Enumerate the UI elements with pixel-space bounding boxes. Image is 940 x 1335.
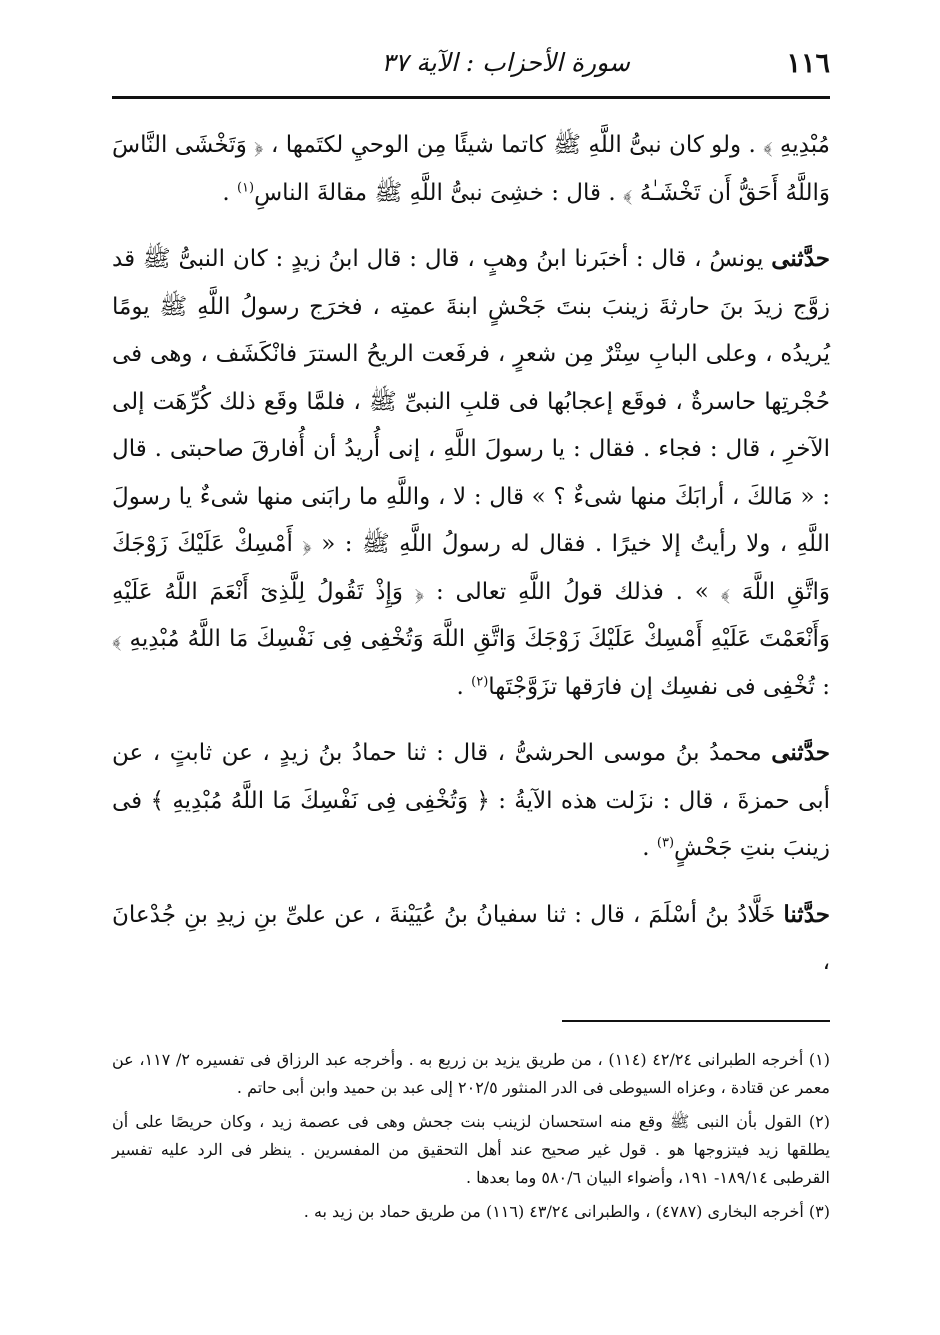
footnote-1: (١) أخرجه الطبرانى ٤٢/٢٤ (١١٤) ، من طريق يزيد بن زريع به . وأخرجه عبد الرزاق فى تفسيره ٢/ ١١٧، عن معمر عن قتادة ، وعزاه السيوطى فى الدر المنثور ٢٠٢/٥ إلى عبد بن حميد وابن أبى حاتم .	[112, 1050, 831, 1097]
paragraph-end: .	[642, 835, 657, 861]
paragraph-3	[112, 729, 830, 873]
paragraph-end: .	[222, 179, 237, 206]
footnote-ref-1: (١)	[236, 179, 255, 195]
narration-lead: حدَّثنى	[771, 739, 830, 766]
paragraph-text: يونسُ ، قال : أخبَرنا ابنُ وهبٍ ، قال : قال ابنُ زيدٍ : كان النبىُّ ﷺ قد زوَّج زيدَ بنَ حارثةَ زينبَ بنتَ جَحْشٍ ابنةَ عمتِه ، فخرَج رسولُ اللَّهِ ﷺ يومًا يُريدُه ، وعلى البابِ سِتْرٌ مِن شعرٍ ، فرفَعت الريحُ السترَ فانْكَشَف ، وهى فى حُجْرتِها حاسرةٌ ، فوقَع إعجابُها فى قلبِ النبىِّ ﷺ ، فلمَّا وقَع ذلك كُرِّهَت إلى الآخرِ ، قال : فجاء . فقال : يا رسولَ اللَّهِ ، إنى أُريدُ أن أُفارقَ صاحبتى . قال : « مَالكَ ، أرابَكَ منها شىءٌ ؟ » قال : لا ، واللَّهِ ما رابَنى منها شىءٌ يا رسولَ اللَّهِ ، ولا رأيتُ إلا خيرًا . فقال له رسولُ اللَّهِ ﷺ : « ﴿ أَمْسِكْ عَلَيْكَ زَوْجَكَ وَاتَّقِ اللَّهَ ﴾ » . فذلك قولُ اللَّهِ تعالى : ﴿ وَإِذْ تَقُولُ لِلَّذِىٓ أَنْعَمَ اللَّهُ عَلَيْهِ وَأَنْعَمْتَ عَلَيْهِ أَمْسِكْ عَلَيْكَ زَوْجَكَ وَاتَّقِ اللَّهَ وَتُخْفِى فِى نَفْسِكَ مَا اللَّهُ مُبْدِيهِ ﴾ : تُخْفِى فى نفسِك إن فارَقها تزَوَّجْتَها	[112, 246, 830, 700]
paragraph-text: محمدُ بنُ موسى الحرشىُّ ، قال : ثنا حمادُ بنُ زيدٍ ، عن ثابتٍ ، عن أبى حمزةَ ، قال : نزَلت هذه الآيةُ : ﴿ وَتُخْفِى فِى نَفْسِكَ مَا اللَّهُ مُبْدِيهِ ﴾ فى زينبَ بنتِ جَحْشٍ	[112, 740, 830, 861]
paragraph-2	[112, 235, 830, 711]
paragraph-text: خَلَّادُ بنُ أسْلَمَ ، قال : ثنا سفيانُ بنُ عُيَيْنةَ ، عن علىِّ بنِ زيدِ بنِ جُدْعانَ ،	[112, 901, 830, 975]
footnote-ref-2: (٢)	[471, 673, 489, 689]
footnote-divider	[562, 1020, 830, 1022]
header-divider	[112, 96, 830, 99]
footnote-2: (٢) القول بأن النبى ﷺ وقع منه استحسان لزينب بنت جحش وهى فى عصمة زيد ، وكان حريصًا على أن يطلقها زيد فيتزوجها هو . قول غير صحيح عند أهل التحقيق من المفسرين . ينظر فى الرد عليه تفسير القرطبى ١٨٩/١٤- ١٩١، وأضواء البيان ٥٨٠/٦ وما بعدها .	[112, 1112, 831, 1187]
footnote-ref-3: (٣)	[656, 835, 675, 851]
footnote-3: (٣) أخرجه البخارى (٤٧٨٧) ، والطبرانى ٤٣/٢٤ (١١٦) من طريق حماد بن زيد به .	[303, 1202, 830, 1221]
paragraph-text: مُبْدِيهِ ﴾ . ولو كان نبىُّ اللَّهِ ﷺ كاتما شيئًا مِن الوحيِ لكتَمها ، ﴿ وَتَخْشَى النَّاسَ وَاللَّهُ أَحَقُّ أَن تَخْشَـٰهُ ﴾ . قال : خشِىَ نبىُّ اللَّهِ ﷺ مقالةَ الناسِ	[112, 132, 830, 206]
paragraph-end: .	[456, 673, 472, 700]
paragraph-4	[112, 891, 830, 987]
paragraph-1	[112, 122, 830, 217]
page-number: ١١٦	[786, 48, 830, 79]
narration-lead: حدَّثنى	[771, 245, 830, 272]
footnotes	[112, 1046, 830, 1232]
main-text	[112, 122, 830, 1005]
narration-lead: حدَّثنا	[783, 900, 830, 928]
running-title: سورة الأحزاب : الآية ٣٧	[381, 48, 630, 77]
page-header	[112, 40, 830, 90]
